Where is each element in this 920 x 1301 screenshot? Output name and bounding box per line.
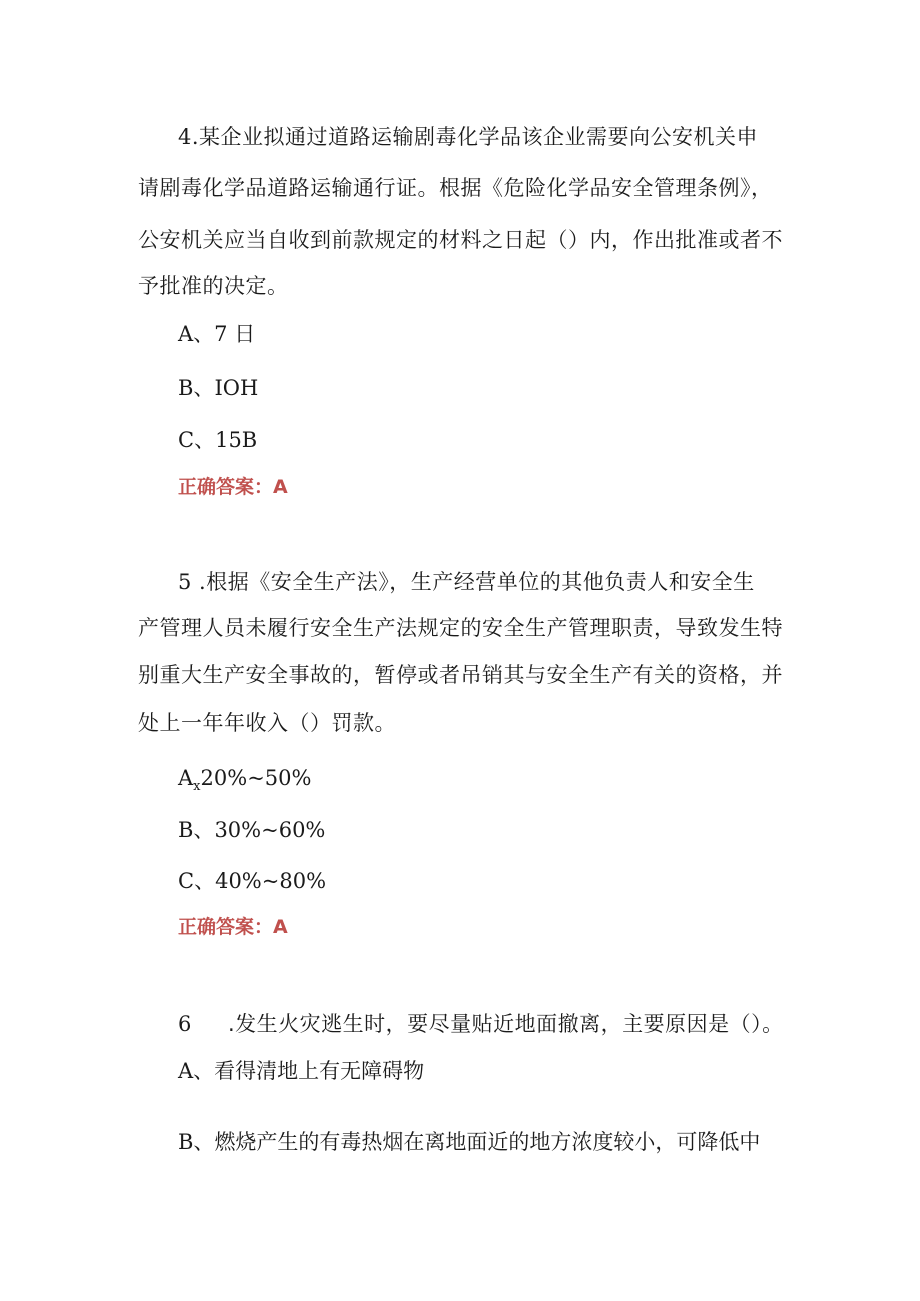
- question-4-line-2: 请剧毒化学品道路运输通行证。根据《危险化学品安全管理条例》，: [138, 176, 773, 200]
- question-4-option-c: [178, 425, 257, 455]
- question-4-text-1: 某企业拟通过道路运输剧毒化学品该企业需要向公安机关申: [199, 125, 759, 149]
- option-label: A: [178, 766, 194, 790]
- question-4-option-b: [178, 373, 258, 403]
- question-4-answer: 正确答案：A: [178, 476, 288, 498]
- option-text: 燃烧产生的有毒热烟在离地面近的地方浓度较小，可降低中: [214, 1130, 761, 1154]
- question-6-number: 6: [178, 1012, 192, 1036]
- question-5-text-1: 根据《安全生产法》，生产经营单位的其他负责人和安全生: [206, 570, 755, 594]
- question-5-line-2: 产管理人员未履行安全生产法规定的安全生产管理职责，导致发生特: [138, 616, 783, 640]
- question-5-option-a: [178, 763, 311, 802]
- question-6-option-b: [178, 1127, 760, 1157]
- question-4-line-4: 予批准的决定。: [138, 274, 289, 298]
- question-4-line-3: 公安机关应当自收到前款规定的材料之日起（）内，作出批准或者不: [138, 228, 783, 252]
- option-label: B、: [178, 818, 215, 842]
- question-4-number: 4.: [178, 125, 200, 149]
- option-text: 30%~60%: [214, 818, 326, 842]
- option-label: C、: [178, 428, 216, 452]
- option-text: 15B: [215, 428, 258, 452]
- question-6-text-1: .发生火灾逃生时，要尽量贴近地面撤离，主要原因是（）。: [228, 1012, 784, 1036]
- question-5-option-c: [178, 866, 326, 896]
- option-text: 40%~80%: [215, 869, 327, 893]
- question-4-line-1: [178, 122, 758, 152]
- question-4-option-a: [178, 319, 255, 349]
- question-6-option-a: [178, 1056, 424, 1086]
- question-5-answer: 正确答案：A: [178, 916, 288, 938]
- question-5-line-1: [178, 567, 755, 597]
- option-label-subscript: x: [193, 779, 201, 795]
- question-5-number: 5 .: [178, 570, 207, 594]
- option-label: A、: [178, 322, 215, 346]
- option-label: C、: [178, 869, 216, 893]
- question-6-line-1: [178, 1009, 784, 1039]
- option-text: 看得清地上有无障碍物: [214, 1059, 425, 1083]
- option-text: 7 日: [214, 322, 256, 346]
- option-text: 20%~50%: [200, 766, 312, 790]
- option-label: B、: [178, 1130, 215, 1154]
- question-5-line-3: 别重大生产安全事故的，暂停或者吊销其与安全生产有关的资格，并: [138, 663, 783, 687]
- question-5-line-4: 处上一年年收入（）罚款。: [138, 711, 396, 735]
- option-label: A、: [178, 1059, 215, 1083]
- option-text: IOH: [214, 376, 259, 400]
- question-5-option-b: [178, 815, 325, 845]
- option-label: B、: [178, 376, 215, 400]
